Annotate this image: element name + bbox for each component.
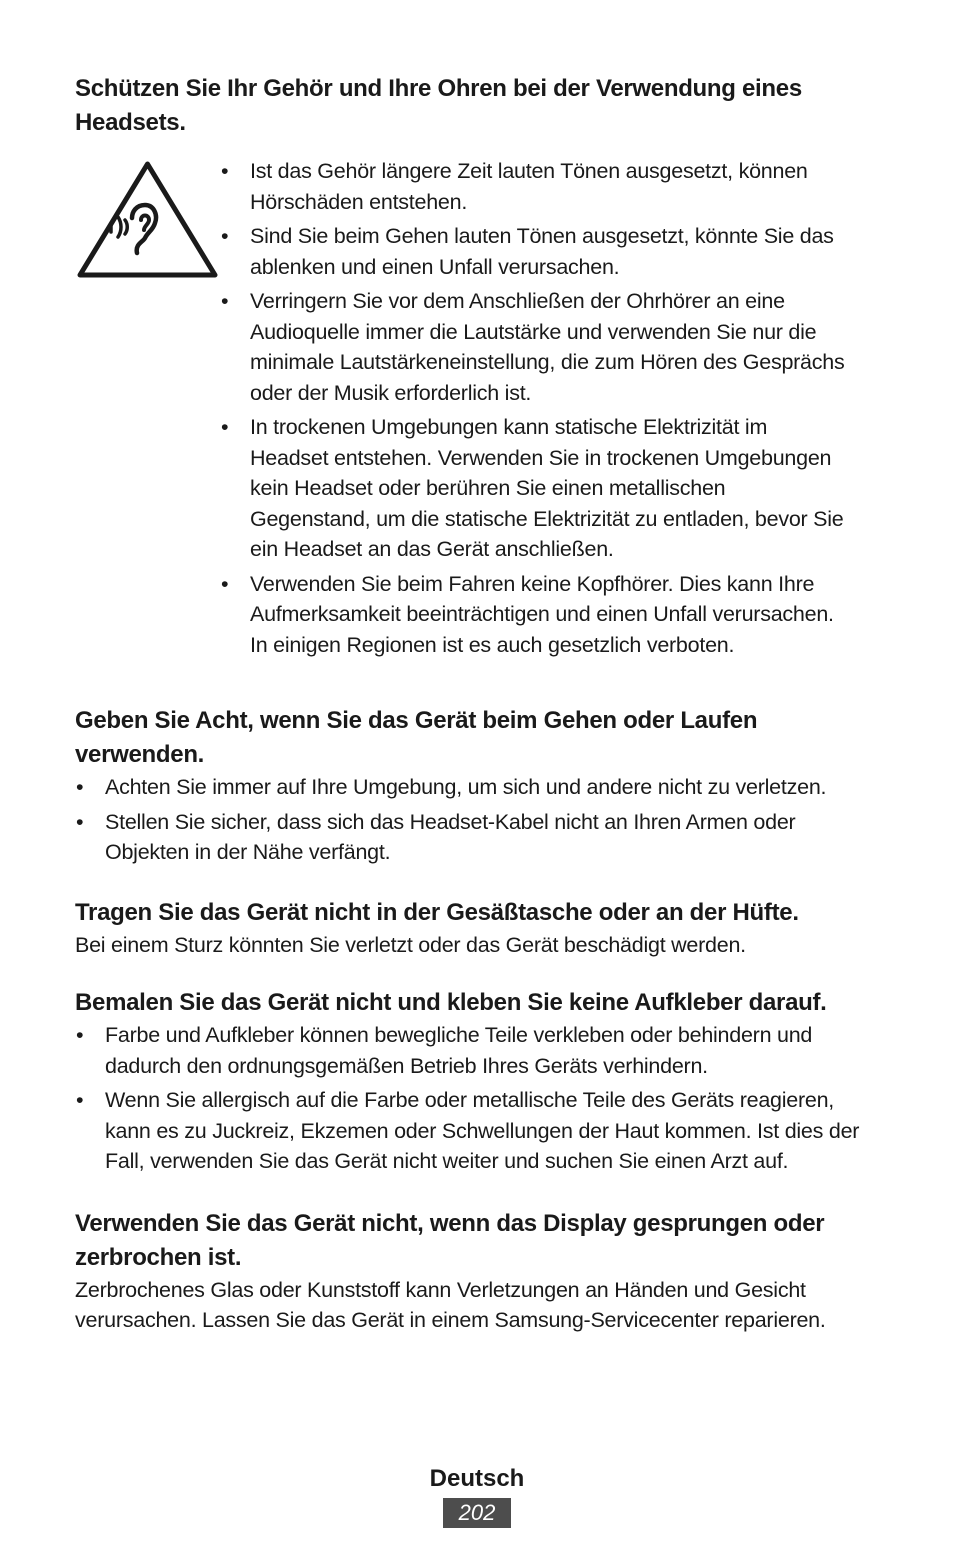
list-item: • Wenn Sie allergisch auf die Farbe oder metallische Teile des Geräts reagieren, kann es zu Juckreiz, Ekzemen oder Schwellungen der Haut kommen. Ist dies der Fall, verwenden Sie das Gerät nicht weiter und suchen Sie einen Arzt auf. — [76, 1088, 860, 1173]
section-heading: Schützen Sie Ihr Gehör und Ihre Ohren bei der Verwendung eines Headsets. — [75, 75, 802, 136]
section-heading: Tragen Sie das Gerät nicht in der Gesäßtasche oder an der Hüfte. — [75, 898, 799, 926]
list-item-text: Achten Sie immer auf Ihre Umgebung, um sich und andere nicht zu verletzen. — [105, 775, 827, 799]
bullet-list — [220, 156, 850, 664]
list-item: • Verringern Sie vor dem Anschließen der Ohrhörer an eine Audioquelle immer die Lautstärke und verwenden Sie nur die minimale Lautstärkeneinstellung, die zum Hören des Gesprächs oder der Musik erforderlich ist. — [221, 289, 845, 405]
footer-language: Deutsch — [429, 1465, 525, 1492]
list-item: • Stellen Sie sicher, dass sich das Headset-Kabel nicht an Ihren Armen oder Objekten in der Nähe verfängt. — [76, 809, 796, 864]
section-text: Zerbrochenes Glas oder Kunststoff kann Verletzungen an Händen und Gesicht verursachen. Lassen Sie das Gerät in einem Samsung-Servicecenter reparieren. — [75, 1277, 826, 1332]
list-item: • Sind Sie beim Gehen lauten Tönen ausgesetzt, könnte Sie das ablenken und einen Unfall verursachen. — [221, 224, 834, 279]
list-item-text: Sind Sie beim Gehen lauten Tönen ausgesetzt, könnte Sie das ablenken und einen Unfall verursachen. — [250, 224, 834, 279]
section-cracked-display — [75, 1207, 885, 1336]
list-item-text: Stellen Sie sicher, dass sich das Headset-Kabel nicht an Ihren Armen oder Objekten in der Nähe verfängt. — [105, 809, 796, 864]
bullet-list — [75, 1020, 885, 1177]
bullet-list — [75, 772, 885, 868]
section-hearing-protection — [75, 72, 885, 664]
section-text: Bei einem Sturz könnten Sie verletzt oder das Gerät beschädigt werden. — [75, 932, 746, 957]
list-item-text: Verringern Sie vor dem Anschließen der Ohrhörer an eine Audioquelle immer die Lautstärke und verwenden Sie nur die minimale Lautstärkeneinstellung, die zum Hören des Gesprächs oder der Musik erforderlich ist. — [250, 289, 845, 405]
page-number-badge: 202 — [443, 1498, 511, 1528]
list-item: • Verwenden Sie beim Fahren keine Kopfhörer. Dies kann Ihre Aufmerksamkeit beeinträchtigen und einen Unfall verursachen. In einigen Regionen ist es auch gesetzlich verboten. — [221, 571, 834, 657]
section-no-paint-stickers — [75, 986, 885, 1177]
section-heading: Bemalen Sie das Gerät nicht und kleben Sie keine Aufkleber darauf. — [75, 989, 827, 1016]
hearing-warning-icon — [75, 158, 220, 664]
list-item: • Ist das Gehör längere Zeit lauten Tönen ausgesetzt, können Hörschäden entstehen. — [221, 159, 808, 214]
list-item: • Farbe und Aufkleber können bewegliche Teile verkleben oder behindern und dadurch den ordnungsgemäßen Betrieb Ihres Geräts verhindern. — [76, 1023, 813, 1078]
section1-body — [75, 156, 885, 664]
list-item-text: Verwenden Sie beim Fahren keine Kopfhörer. Dies kann Ihre Aufmerksamkeit beeinträchtigen und einen Unfall verursachen. In einigen Regionen ist es auch gesetzlich verboten. — [250, 571, 834, 657]
section-heading: Verwenden Sie das Gerät nicht, wenn das Display gesprungen oder zerbrochen ist. — [75, 1209, 825, 1271]
section-walking-running — [75, 704, 885, 868]
list-item: • In trockenen Umgebungen kann statische Elektrizität im Headset entstehen. Verwenden Sie in trockenen Umgebungen kein Headset oder berühren Sie einen metallischen Gegenstand, um die statische Elektrizität zu entladen, bevor Sie ein Headset an das Gerät anschließen. — [221, 415, 844, 561]
list-item-text: Wenn Sie allergisch auf die Farbe oder metallische Teile des Geräts reagieren, kann es zu Juckreiz, Ekzemen oder Schwellungen der Haut kommen. Ist dies der Fall, verwenden Sie das Gerät nicht weiter und suchen Sie einen Arzt auf. — [105, 1088, 860, 1173]
section-heading: Geben Sie Acht, wenn Sie das Gerät beim Gehen oder Laufen verwenden. — [75, 707, 758, 768]
list-item-text: Farbe und Aufkleber können bewegliche Teile verkleben oder behindern und dadurch den ordnungsgemäßen Betrieb Ihres Geräts verhindern. — [105, 1023, 813, 1078]
list-item-text: In trockenen Umgebungen kann statische Elektrizität im Headset entstehen. Verwenden Sie in trockenen Umgebungen kein Headset oder berühren Sie einen metallischen Gegenstand, um die statische Elektrizität zu entladen, bevor Sie ein Headset an das Gerät anschließen. — [250, 415, 844, 561]
list-item: • Achten Sie immer auf Ihre Umgebung, um sich und andere nicht zu verletzen. — [76, 775, 827, 799]
section-back-pocket — [75, 896, 885, 961]
page-content — [75, 72, 885, 1336]
page-footer — [0, 1462, 954, 1528]
list-item-text: Ist das Gehör längere Zeit lauten Tönen ausgesetzt, können Hörschäden entstehen. — [250, 159, 808, 214]
